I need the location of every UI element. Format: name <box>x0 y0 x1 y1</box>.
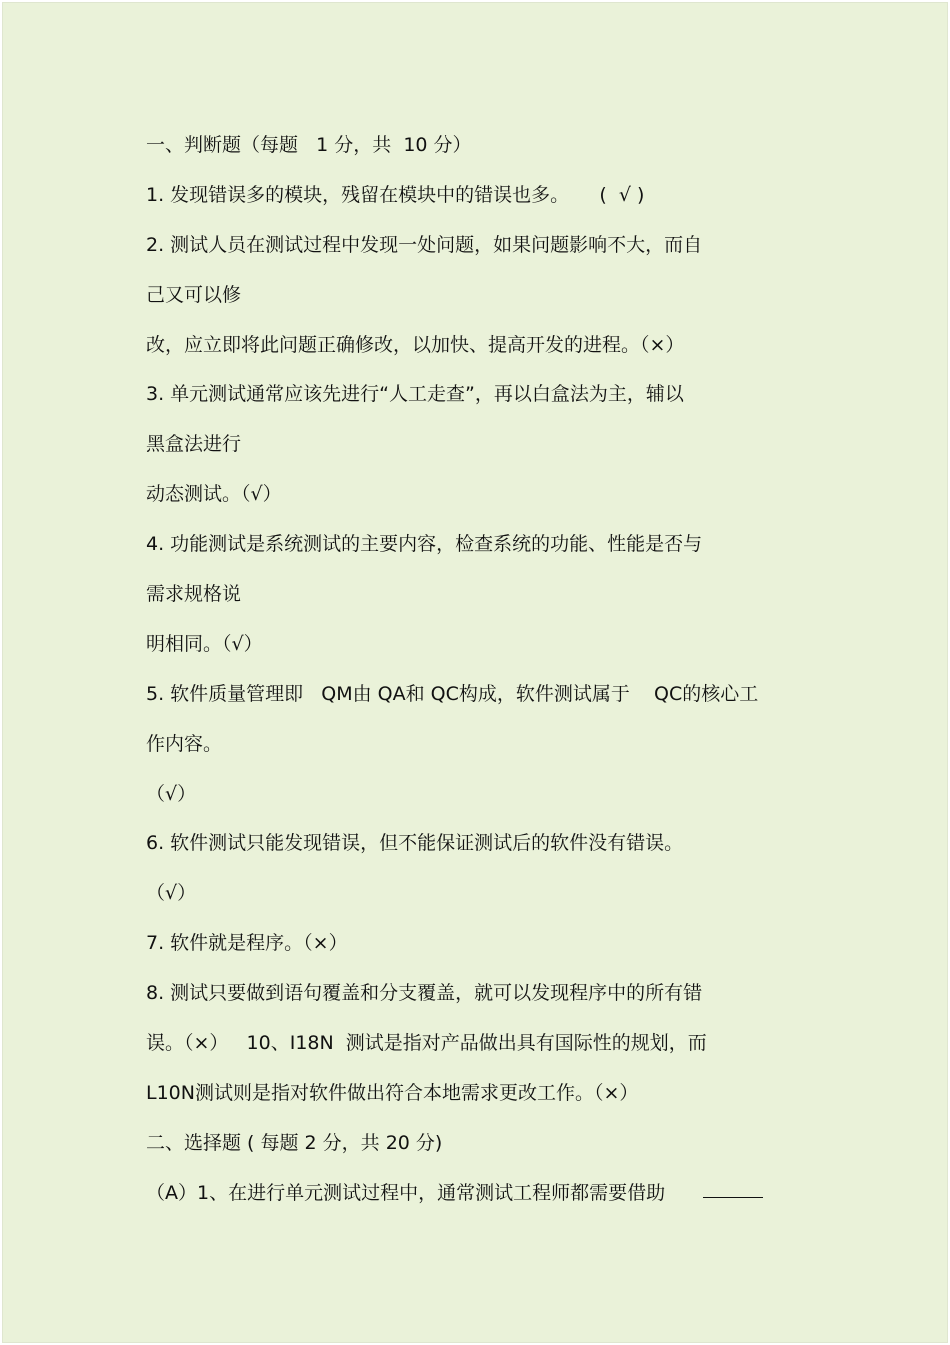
question-line: 1. 发现错误多的模块，残留在模块中的错误也多。 ( √ ) <box>146 183 645 206</box>
section-heading-true-false: 一、判断题（每题 1 分，共 10 分） <box>146 134 472 156</box>
question-line: 明相同。（√） <box>146 632 263 655</box>
question-line: 作内容。 <box>146 732 223 755</box>
question-line: 8. 测试只要做到语句覆盖和分支覆盖，就可以发现程序中的所有错 <box>146 982 703 1005</box>
question-line: 黑盒法进行 <box>146 433 242 456</box>
choice-question-line <box>146 1169 826 1219</box>
question-line: 4. 功能测试是系统测试的主要内容，检查系统的功能、性能是否与 <box>146 533 703 556</box>
question-line: 需求规格说 <box>146 583 242 606</box>
question-line: 3. 单元测试通常应该先进行“人工走查”，再以白盒法为主，辅以 <box>146 383 684 406</box>
question-line: 误。（×） 10、I18N 测试是指对产品做出具有国际性的规划，而 <box>146 1032 707 1055</box>
question-line: 2. 测试人员在测试过程中发现一处问题，如果问题影响不大，而自 <box>146 233 703 256</box>
question-line: 己又可以修 <box>146 283 242 306</box>
answer-blank <box>703 1196 763 1198</box>
question-line: 改，应立即将此问题正确修改，以加快、提高开发的进程。（×） <box>146 333 685 356</box>
question-line: （√） <box>146 782 197 805</box>
question-line: 6. 软件测试只能发现错误，但不能保证测试后的软件没有错误。 <box>146 832 684 855</box>
document-body <box>146 121 826 1219</box>
question-line: 动态测试。（√） <box>146 483 282 506</box>
question-line: L10N测试则是指对软件做出符合本地需求更改工作。（×） <box>146 1081 639 1104</box>
choice-question-text: （A）1、在进行单元测试过程中，通常测试工程师都需要借助 <box>146 1181 666 1204</box>
document-page <box>2 2 948 1343</box>
question-line: 7. 软件就是程序。（×） <box>146 932 348 955</box>
question-line: （√） <box>146 882 197 905</box>
question-line: 5. 软件质量管理即 QM由 QA和 QC构成，软件测试属于 QC的核心工 <box>146 682 759 705</box>
section-heading-multiple-choice: 二、选择题 ( 每题 2 分，共 20 分) <box>146 1131 443 1154</box>
